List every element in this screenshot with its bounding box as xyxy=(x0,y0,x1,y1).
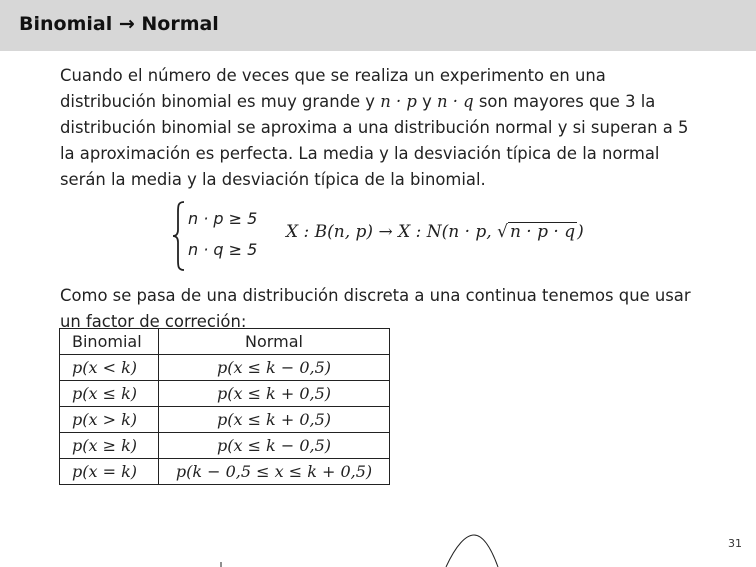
normal-cell: p(x ≤ k − 0,5) xyxy=(159,433,390,459)
header-binomial: Binomial xyxy=(60,329,159,355)
page-number: 31 xyxy=(728,537,742,550)
header-normal: Normal xyxy=(159,329,390,355)
conversion-right: ) xyxy=(577,222,584,242)
sqrt-icon: √ xyxy=(497,222,508,242)
sqrt-argument: n · p · q xyxy=(509,222,576,242)
slide-title: Binomial → Normal xyxy=(19,13,219,35)
condition-nq: n · q ≥ 5 xyxy=(188,240,258,259)
conversion-left: X : B(n, p) → X : N(n · p, xyxy=(286,222,498,242)
intro-text-2: y xyxy=(416,92,437,111)
intro-math-nq: n · q xyxy=(437,92,474,111)
intro-math-np: n · p xyxy=(380,92,417,111)
binomial-cell: p(x > k) xyxy=(60,407,159,433)
binomial-cell: p(x ≥ k) xyxy=(60,433,159,459)
normal-cell: p(k − 0,5 ≤ x ≤ k + 0,5) xyxy=(159,459,390,485)
intro-text-3: son mayores que 3 la distribución binomial se aproxima a una distribución normal y si superan a 5 la aproximación es perfecta. La media y la desviación típica de la normal serán la media y la desviación típica de la binomial. xyxy=(60,92,689,189)
binomial-cell: p(x = k) xyxy=(60,459,159,485)
condition-np: n · p ≥ 5 xyxy=(188,209,258,228)
binomial-cell: p(x ≤ k) xyxy=(60,381,159,407)
binomial-cell: p(x < k) xyxy=(60,355,159,381)
normal-cell: p(x ≤ k + 0,5) xyxy=(159,407,390,433)
normal-cell: p(x ≤ k − 0,5) xyxy=(159,355,390,381)
correction-paragraph: Como se pasa de una distribución discreta a una continua tenemos que usar un factor de correción: xyxy=(60,286,691,331)
normal-cell: p(x ≤ k + 0,5) xyxy=(159,381,390,407)
intro-text-1: Cuando el número de veces que se realiza un experimento en una distribución binomial es muy grande y xyxy=(60,66,606,111)
